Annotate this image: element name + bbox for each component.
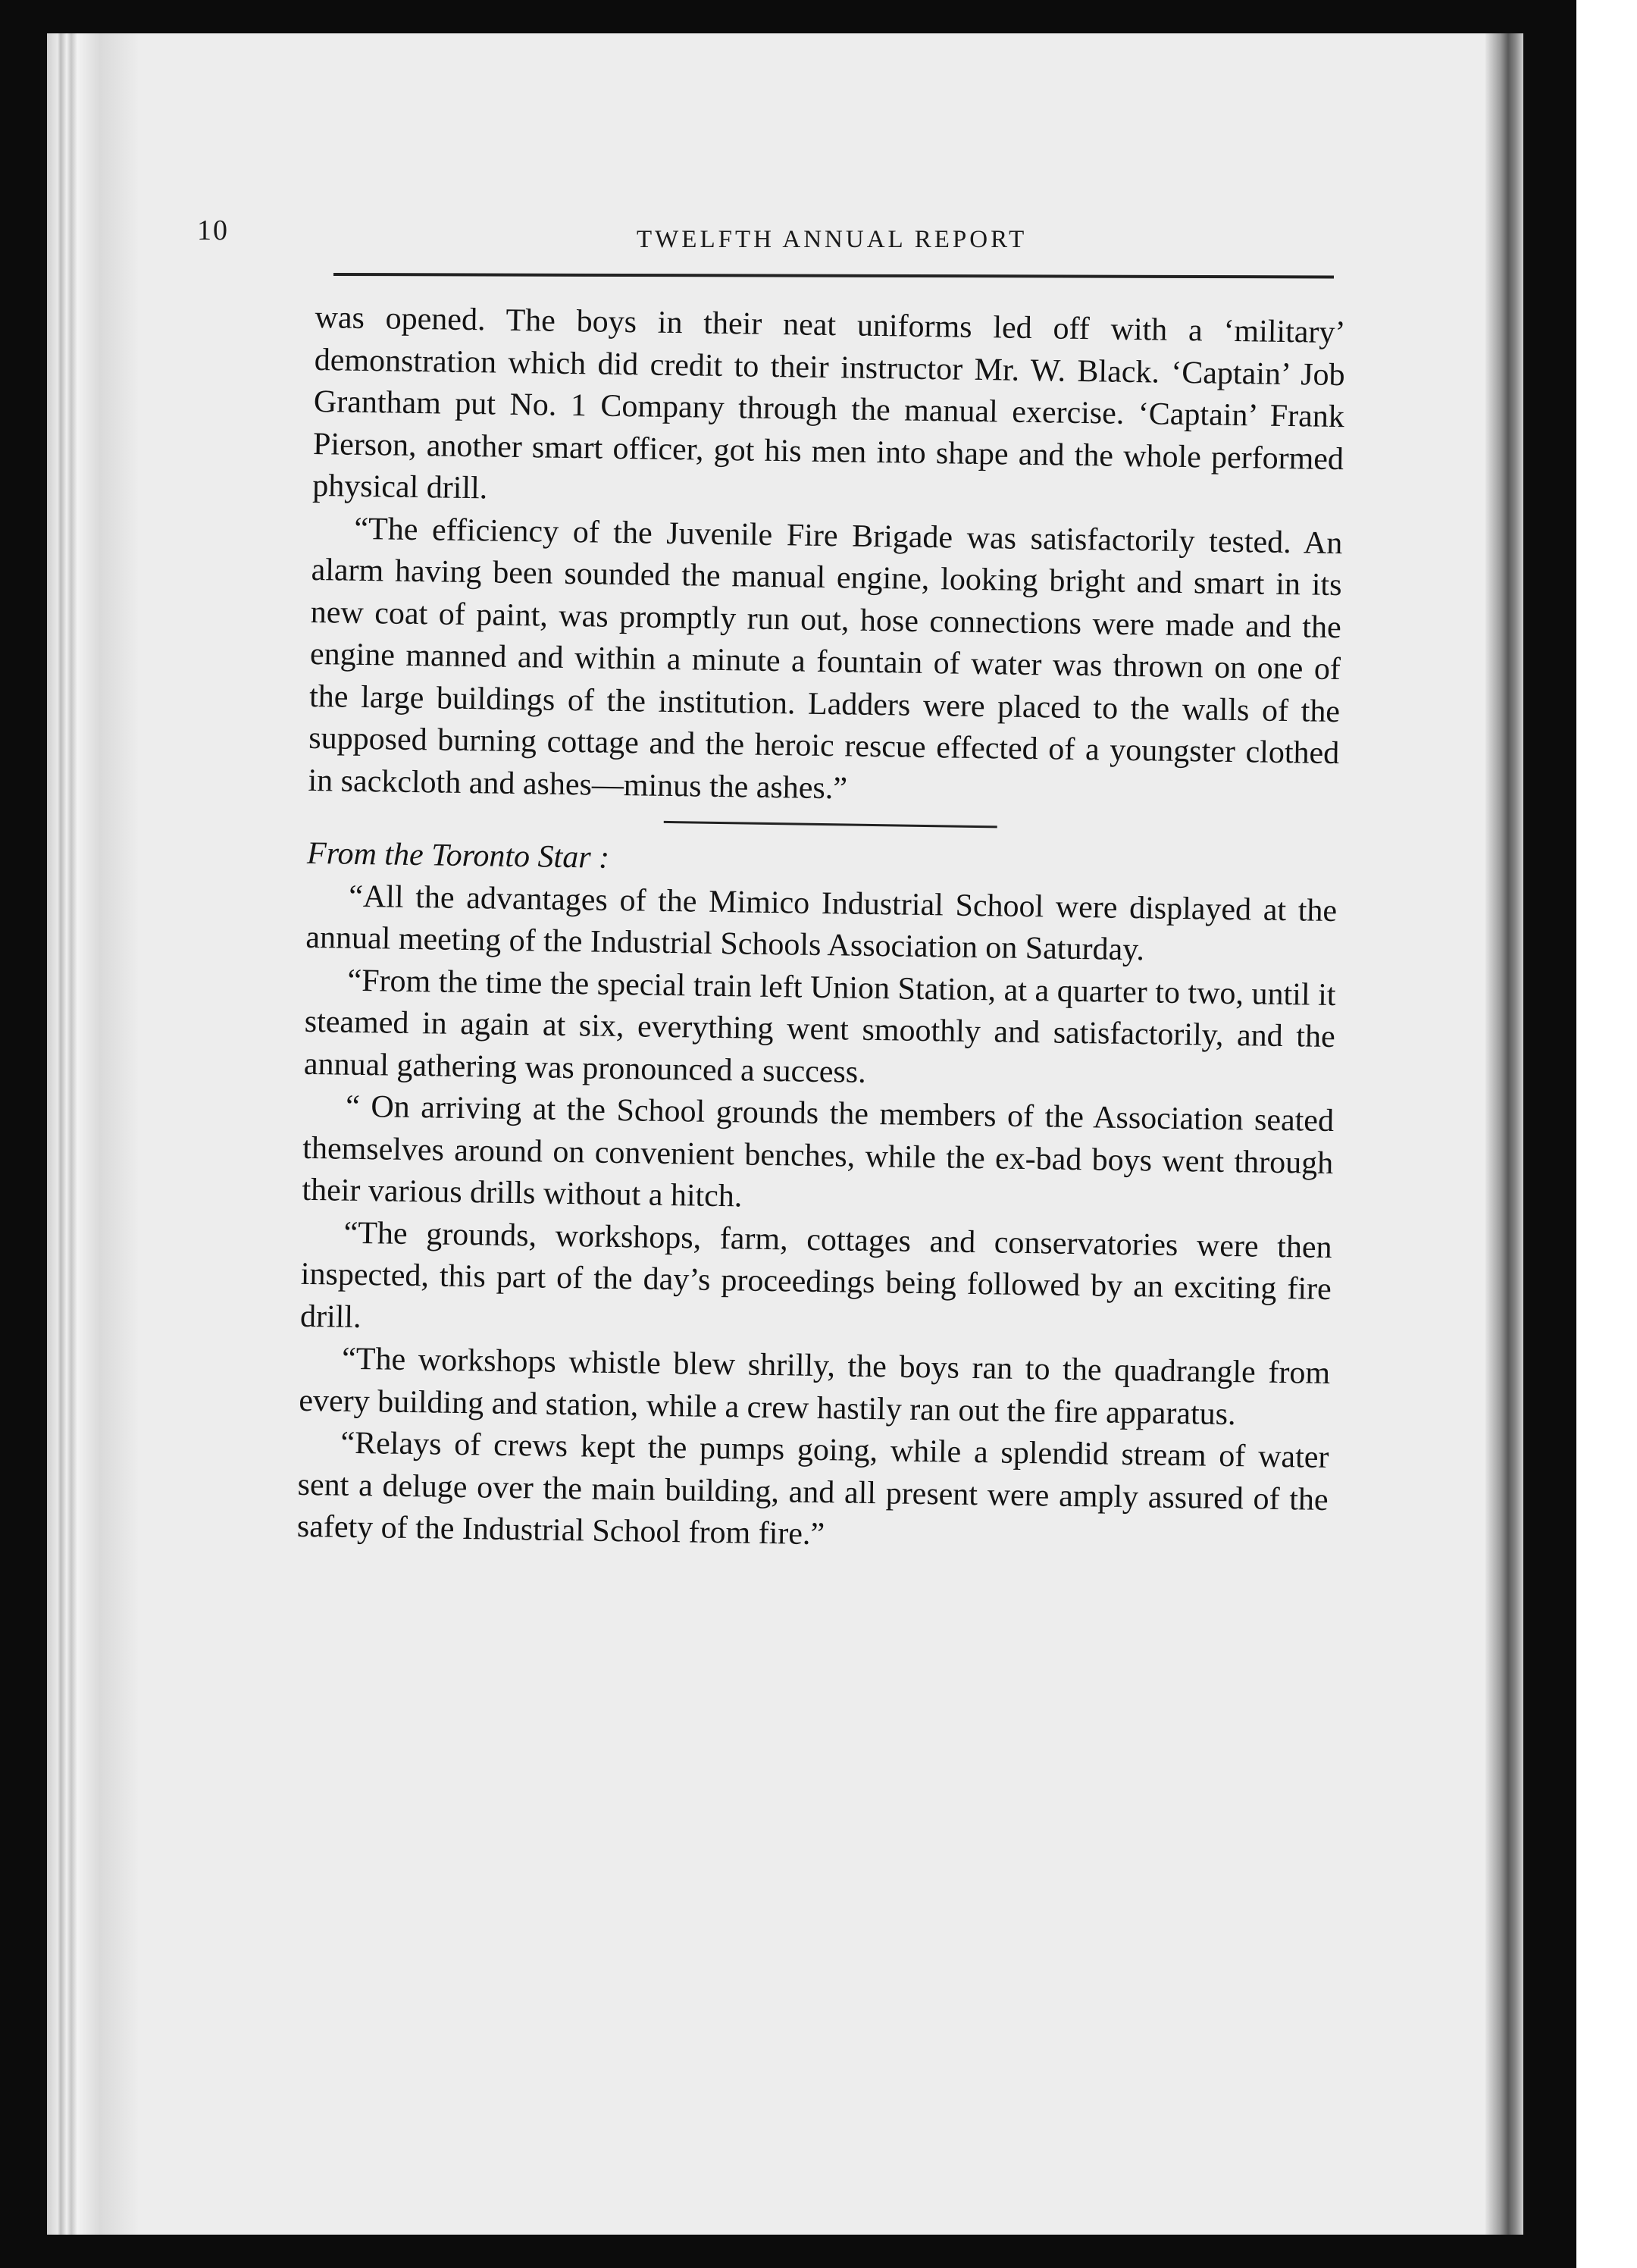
source-heading: From the Toronto Star : — [306, 835, 610, 876]
section-rule — [664, 821, 997, 829]
paragraph: “The grounds, workshops, farm, cottages and conservatories were then inspected, this part of the day’s proceedings being followed by an exciting fire drill. — [299, 1215, 1332, 1335]
running-head: TWELFTH ANNUAL REPORT — [637, 226, 1028, 253]
scan-border-top — [0, 0, 1576, 33]
page-stack-edges — [47, 33, 138, 2235]
scan-border-right — [1523, 0, 1576, 2268]
page-number: 10 — [197, 215, 229, 246]
paragraph: “Relays of crews kept the pumps going, while a splendid stream of water sent a deluge over the main building, and all present were amply assured of the safety of the Industrial School from fire.” — [296, 1425, 1329, 1552]
book-gutter — [1485, 33, 1523, 2235]
paragraph: was opened. The boys in their neat uniforms led off with a ‘military’ demonstration which did credit to their instructor Mr. W. Black. ‘Captain’ Job Grantham put No. 1 Company through the manual exercise. ‘Captain’ Frank Pierson, another smart officer, got his men into shape and the whole performed physical drill. — [311, 299, 1346, 506]
paragraph: “ On arriving at the School grounds the members of the Association seated themselves around on convenient benches, while the ex-bad boys went through their various drills without a hitch. — [302, 1089, 1335, 1214]
adjacent-page-edge — [1576, 0, 1637, 2268]
paragraph: “The efficiency of the Juvenile Fire Brigade was satisfactorily tested. An alarm having been sounded the manual engine, looking bright and smart in its new coat of paint, was promptly run out, hose connections were made and the engine manned and within a minute a fountain of water was thrown on one of the large buildings of the institution. Ladders were placed to the walls of the supposed burning cottage and the heroic rescue effected of a youngster clothed in sackcloth and ashes—minus the ashes.” — [308, 511, 1343, 806]
paragraph: “The workshops whistle blew shrilly, the boys ran to the quadrangle from every building and station, while a crew hastily ran out the fire apparatus. — [299, 1341, 1331, 1432]
paragraph: “All the advantages of the Mimico Industrial School were displayed at the annual meeting of the Industrial Schools Association on Saturday. — [305, 879, 1338, 968]
scan-border-bottom — [0, 2235, 1576, 2268]
scan-border-left — [0, 0, 47, 2268]
paragraph: “From the time the special train left Union Station, at a quarter to two, until it steamed in again at six, everything went smoothly and satisfactorily, and the annual gathering was pronounced a success. — [303, 963, 1336, 1090]
body-text — [297, 297, 1346, 1563]
